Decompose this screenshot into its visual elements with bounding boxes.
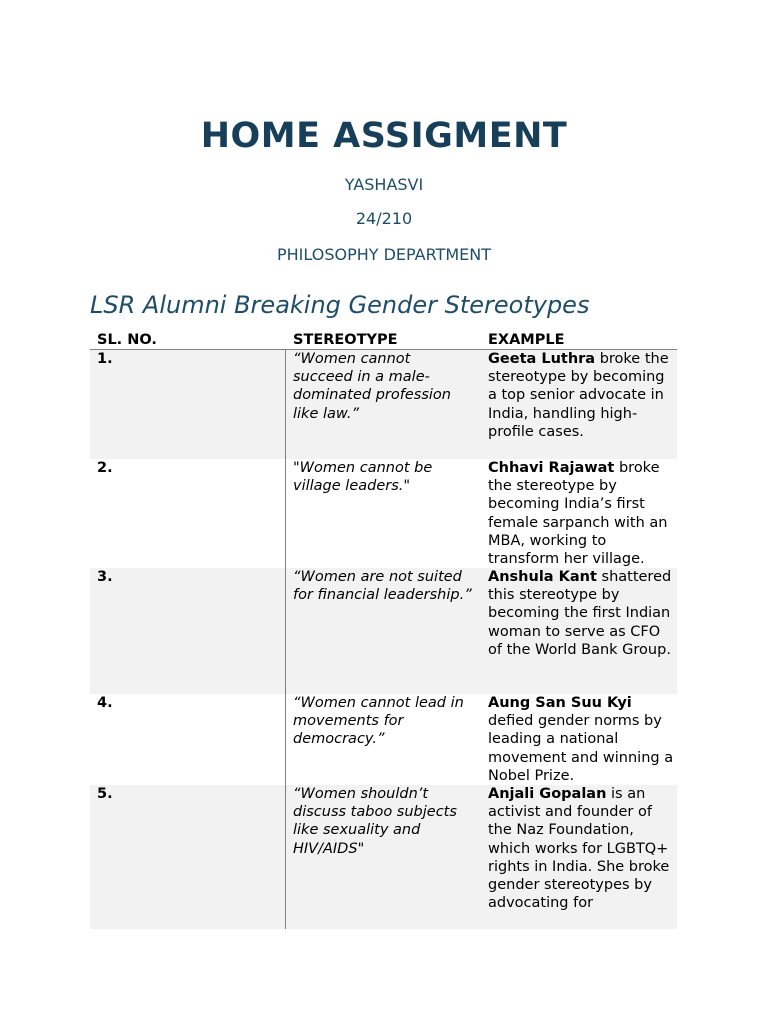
department-name: PHILOSOPHY DEPARTMENT xyxy=(276,245,491,264)
example-text: shattered this stereotype by becoming the first Indian woman to serve as CFO of the World Bank Group. xyxy=(488,569,672,658)
example-cell xyxy=(480,459,677,568)
example-text: broke the stereotype by becoming India’s first female sarpanch with an MBA, working to transform her village. xyxy=(488,460,668,568)
example-cell xyxy=(480,350,677,459)
row-number: 5. xyxy=(97,786,113,802)
table-row xyxy=(90,459,677,568)
row-number: 4. xyxy=(97,695,113,711)
document-title: HOME ASSIGMENT xyxy=(200,116,568,156)
stereotype-text: Women cannot be village leaders. xyxy=(293,460,433,495)
table-row xyxy=(90,568,677,694)
example-person: Anshula Kant xyxy=(488,569,597,585)
quote-close: " xyxy=(357,840,365,857)
example-text: is an activist and founder of the Naz Foundation, which works for LGBTQ+ rights in India. She broke gender stereotypes by advocating for xyxy=(488,786,670,912)
author-name: YASHASVI xyxy=(344,175,424,194)
header-stereotype: STEREOTYPE xyxy=(293,332,398,348)
stereotype-cell: “Women are not suited for financial leadership.” xyxy=(285,568,480,694)
table-header-row xyxy=(90,331,677,350)
header-example: EXAMPLE xyxy=(488,332,565,348)
example-person: Geeta Luthra xyxy=(488,351,596,367)
stereotype-cell xyxy=(285,785,480,929)
example-cell xyxy=(480,785,677,929)
table-row xyxy=(90,785,677,929)
quote-close: " xyxy=(403,478,411,495)
stereotypes-table xyxy=(90,331,677,929)
example-person: Anjali Gopalan xyxy=(488,786,607,802)
row-number: 1. xyxy=(97,351,113,367)
table-row xyxy=(90,694,677,785)
row-number: 3. xyxy=(97,569,113,585)
stereotype-cell xyxy=(285,459,480,568)
header-sl-no: SL. NO. xyxy=(97,332,157,348)
stereotype-cell: “Women cannot succeed in a male-dominated profession like law.” xyxy=(285,350,480,459)
example-cell xyxy=(480,568,677,694)
table-row xyxy=(90,350,677,459)
example-text: defied gender norms by leading a national movement and winning a Nobel Prize. xyxy=(488,713,674,784)
roll-number: 24/210 xyxy=(355,209,413,228)
stereotype-text: “Women shouldn’t discuss taboo subjects like sexuality and HIV/AIDS xyxy=(293,786,457,857)
example-person: Chhavi Rajawat xyxy=(488,460,615,476)
quote-open: " xyxy=(293,460,300,476)
section-heading: LSR Alumni Breaking Gender Stereotypes xyxy=(90,291,590,319)
example-person: Aung San Suu Kyi xyxy=(488,695,632,711)
example-cell xyxy=(480,694,677,785)
stereotype-cell: “Women cannot lead in movements for democracy.” xyxy=(285,694,480,785)
row-number: 2. xyxy=(97,460,113,476)
example-text: broke the stereotype by becoming a top senior advocate in India, handling high-profile cases. xyxy=(488,351,669,440)
